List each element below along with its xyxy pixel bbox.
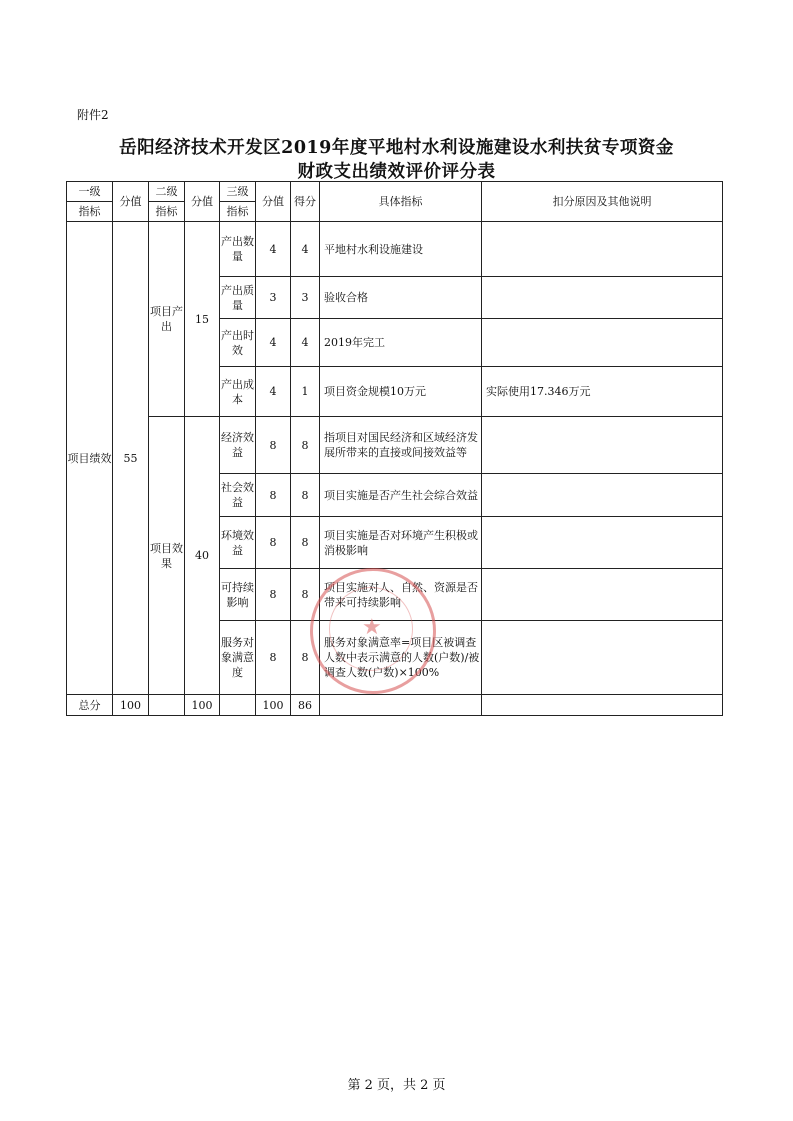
total-label: 总分 bbox=[67, 695, 113, 716]
header-level3: 三级 bbox=[220, 182, 256, 202]
total-empty bbox=[320, 695, 482, 716]
group2b-name: 项目效果 bbox=[149, 417, 185, 695]
total-score2: 100 bbox=[185, 695, 220, 716]
header-score1: 分值 bbox=[113, 182, 149, 222]
row-got: 8 bbox=[291, 474, 320, 517]
row-indicator: 项目实施是否对环境产生积极或消极影响 bbox=[320, 517, 482, 569]
row-name: 服务对象满意度 bbox=[220, 621, 256, 695]
row-name: 可持续影响 bbox=[220, 569, 256, 621]
row-name: 社会效益 bbox=[220, 474, 256, 517]
row-reason bbox=[482, 417, 723, 474]
row-reason bbox=[482, 569, 723, 621]
row-score: 8 bbox=[256, 417, 291, 474]
row-reason bbox=[482, 474, 723, 517]
total-got: 86 bbox=[291, 695, 320, 716]
row-indicator: 项目资金规模10万元 bbox=[320, 367, 482, 417]
row-got: 1 bbox=[291, 367, 320, 417]
row-indicator: 服务对象满意率=项目区被调查人数中表示满意的人数(户数)/被调查人数(户数)×100% bbox=[320, 621, 482, 695]
header-score2: 分值 bbox=[185, 182, 220, 222]
group1-score: 55 bbox=[113, 222, 149, 695]
group2a-score: 15 bbox=[185, 222, 220, 417]
total-empty bbox=[220, 695, 256, 716]
header-score3: 分值 bbox=[256, 182, 291, 222]
row-name: 产出质量 bbox=[220, 277, 256, 319]
row-reason bbox=[482, 222, 723, 277]
row-indicator: 平地村水利设施建设 bbox=[320, 222, 482, 277]
row-score: 8 bbox=[256, 517, 291, 569]
total-empty bbox=[149, 695, 185, 716]
row-name: 环境效益 bbox=[220, 517, 256, 569]
row-score: 4 bbox=[256, 319, 291, 367]
row-reason: 实际使用17.346万元 bbox=[482, 367, 723, 417]
row-got: 8 bbox=[291, 517, 320, 569]
total-score1: 100 bbox=[113, 695, 149, 716]
header-indicator: 具体指标 bbox=[320, 182, 482, 222]
seal-star-icon: ★ bbox=[362, 615, 382, 640]
total-score3: 100 bbox=[256, 695, 291, 716]
header-level1-b: 指标 bbox=[67, 202, 113, 222]
header-level1: 一级 bbox=[67, 182, 113, 202]
row-reason bbox=[482, 277, 723, 319]
row-score: 4 bbox=[256, 367, 291, 417]
row-got: 4 bbox=[291, 222, 320, 277]
header-level2: 二级 bbox=[149, 182, 185, 202]
group1-name: 项目绩效 bbox=[67, 222, 113, 695]
title-line-1: 岳阳经济技术开发区2019年度平地村水利设施建设水利扶贫专项资金 bbox=[119, 138, 674, 158]
row-score: 8 bbox=[256, 474, 291, 517]
row-got: 4 bbox=[291, 319, 320, 367]
page-footer: 第 2 页，共 2 页 bbox=[347, 1078, 446, 1093]
row-score: 3 bbox=[256, 277, 291, 319]
score-table bbox=[66, 181, 723, 716]
row-reason bbox=[482, 319, 723, 367]
table-row bbox=[67, 222, 723, 277]
table-row bbox=[67, 417, 723, 474]
row-indicator: 项目实施对人、自然、资源是否带来可持续影响 bbox=[320, 569, 482, 621]
row-name: 经济效益 bbox=[220, 417, 256, 474]
total-empty bbox=[482, 695, 723, 716]
header-got: 得分 bbox=[291, 182, 320, 222]
row-got: 8 bbox=[291, 417, 320, 474]
group2b-score: 40 bbox=[185, 417, 220, 695]
header-level2-b: 指标 bbox=[149, 202, 185, 222]
row-name: 产出时效 bbox=[220, 319, 256, 367]
row-score: 8 bbox=[256, 569, 291, 621]
row-indicator: 2019年完工 bbox=[320, 319, 482, 367]
row-got: 8 bbox=[291, 569, 320, 621]
row-score: 8 bbox=[256, 621, 291, 695]
row-indicator: 项目实施是否产生社会综合效益 bbox=[320, 474, 482, 517]
row-indicator: 验收合格 bbox=[320, 277, 482, 319]
group2a-name: 项目产出 bbox=[149, 222, 185, 417]
row-got: 8 bbox=[291, 621, 320, 695]
title-line-2: 财政支出绩效评价评分表 bbox=[297, 162, 496, 182]
row-score: 4 bbox=[256, 222, 291, 277]
row-got: 3 bbox=[291, 277, 320, 319]
total-row bbox=[67, 695, 723, 716]
header-reason: 扣分原因及其他说明 bbox=[482, 182, 723, 222]
attachment-label: 附件2 bbox=[77, 108, 109, 122]
row-reason bbox=[482, 621, 723, 695]
row-name: 产出成本 bbox=[220, 367, 256, 417]
row-reason bbox=[482, 517, 723, 569]
row-name: 产出数量 bbox=[220, 222, 256, 277]
header-level3-b: 指标 bbox=[220, 202, 256, 222]
row-indicator: 指项目对国民经济和区域经济发展所带来的直接或间接效益等 bbox=[320, 417, 482, 474]
